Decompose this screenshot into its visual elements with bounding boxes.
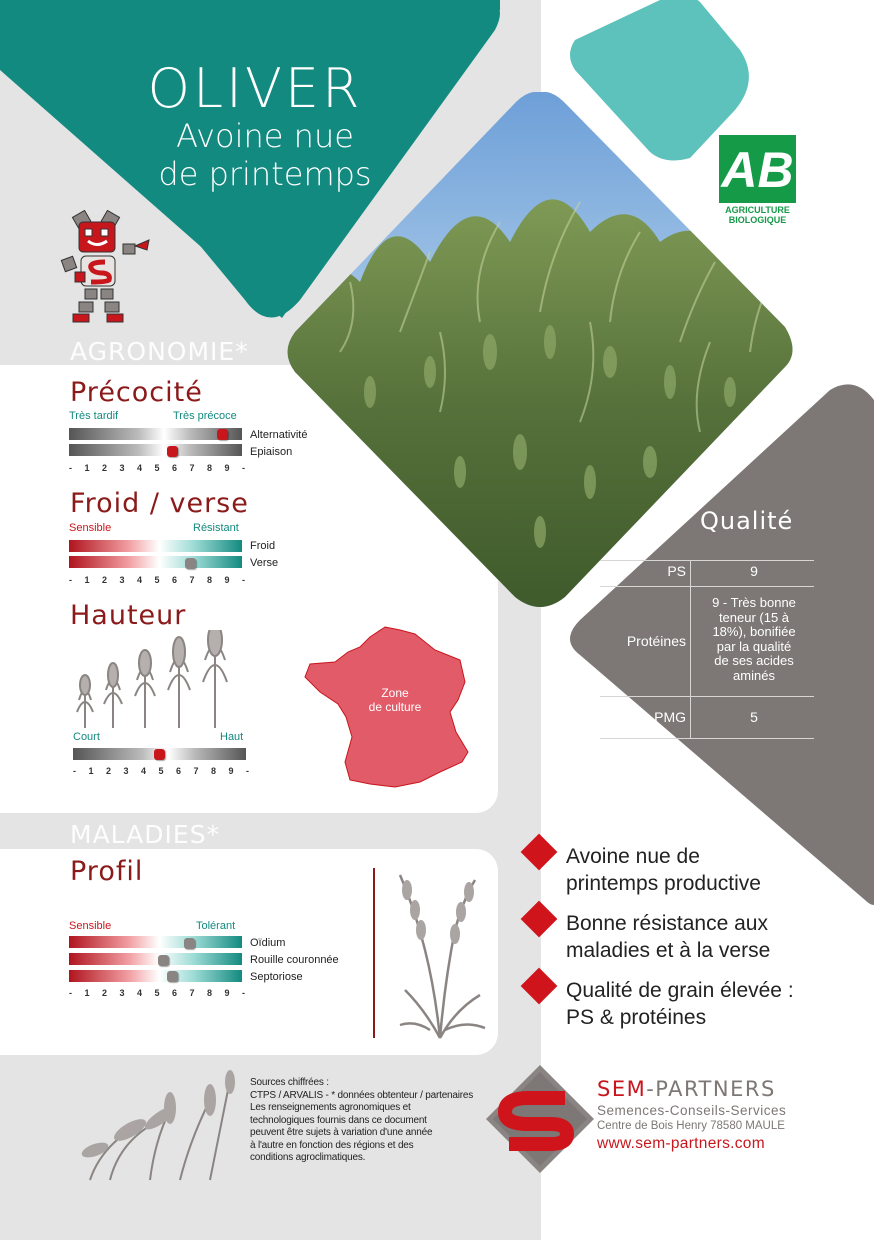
sem-partners-logo-icon [483, 1062, 598, 1177]
profil-title: Profil [70, 856, 144, 887]
tick: 9 [224, 988, 230, 998]
froid-verse-scale-ticks [69, 575, 245, 585]
quality-value-proteines: 9 - Très bonne teneur (15 à 18%), bonifiée par la qualité de ses acides aminés [712, 595, 796, 683]
highlight-line: maladies et à la verse [566, 939, 771, 962]
tick: 8 [206, 575, 212, 585]
profil-bar-1 [69, 936, 242, 948]
tick: 1 [88, 766, 94, 776]
quality-label: PS [667, 563, 686, 579]
quality-value: 5 [750, 709, 758, 725]
organic-logo [719, 135, 796, 228]
organic-logo-line1: AGRICULTURE [725, 205, 790, 215]
tick: 8 [206, 463, 212, 473]
sources-text: Sources chiffrées : CTPS / ARVALIS - * données obtenteur / partenaires Les renseignements agronomiques et technologiques fournis dans ce document peuvent être sujets à variation d'une année à l'autre en fonction des régions et des conditions agroclimatiques. [250, 1077, 474, 1163]
tick: - [69, 463, 72, 473]
tick: 8 [210, 766, 216, 776]
hauteur-right-label: Haut [220, 731, 244, 743]
tick: - [241, 988, 245, 998]
mascot-robot-icon [55, 210, 155, 325]
tick: 4 [140, 766, 146, 776]
highlight-line: printemps productive [566, 872, 761, 895]
tick: - [241, 463, 245, 473]
plant-height-icons [65, 630, 245, 730]
tick: 1 [84, 988, 90, 998]
tick: - [69, 575, 72, 585]
profil-row-label: Septoriose [250, 971, 303, 983]
quality-title: Qualité [700, 507, 794, 535]
tick: 6 [171, 988, 177, 998]
tick: 9 [224, 575, 230, 585]
organic-logo-line2: BIOLOGIQUE [728, 215, 787, 225]
hauteur-scale-ticks [73, 766, 249, 776]
tick: 7 [193, 766, 199, 776]
tick: 4 [136, 575, 142, 585]
tick: 5 [154, 988, 160, 998]
profil-right-label: Tolérant [196, 920, 236, 932]
hauteur-title: Hauteur [70, 600, 187, 631]
map-label-1: Zone [381, 686, 409, 700]
highlight-line: PS & protéines [566, 1006, 707, 1029]
precocite-scale-ticks [69, 463, 245, 473]
agronomie-heading: AGRONOMIE* [70, 337, 249, 366]
froid-verse-title: Froid / verse [70, 488, 249, 519]
tick: 1 [84, 463, 90, 473]
tick: 6 [175, 766, 181, 776]
company-address: Centre de Bois Henry 78580 MAULE [597, 1120, 785, 1132]
profil-marker-rouille [158, 955, 169, 966]
highlight-line: Bonne résistance aux [566, 912, 768, 935]
highlight-line: Qualité de grain élevée : [566, 979, 794, 1002]
tick: 5 [154, 575, 160, 585]
froid-verse-right-label: Résistant [193, 522, 239, 534]
variety-subtitle-2: de printemps [158, 155, 372, 193]
froid-verse-left-label: Sensible [69, 522, 112, 534]
profil-bar-3 [69, 970, 242, 982]
hauteur-left-label: Court [73, 731, 100, 743]
profil-row-label: Rouille couronnée [250, 954, 339, 966]
froid-verse-row-label: Froid [250, 540, 276, 552]
tick: - [69, 988, 72, 998]
tick: 6 [171, 463, 177, 473]
profil-bar-2 [69, 953, 242, 965]
precocite-row-label: Alternativité [250, 429, 308, 441]
tick: 7 [189, 575, 195, 585]
froid-verse-bar-1 [69, 540, 242, 552]
divider [373, 868, 375, 1038]
tick: 5 [158, 766, 164, 776]
map-label-2: de culture [368, 700, 422, 714]
tick: 4 [136, 463, 142, 473]
variety-subtitle-1: Avoine nue [176, 117, 354, 155]
tick: 3 [119, 463, 125, 473]
tick: 4 [136, 988, 142, 998]
quality-value: 9 [750, 563, 758, 579]
tick: 2 [105, 766, 111, 776]
precocite-row-label: Epiaison [250, 446, 293, 458]
variety-name: OLIVER [147, 57, 363, 120]
tick: 3 [119, 575, 125, 585]
tick: - [73, 766, 76, 776]
company-name: SEM-PARTNERS [597, 1077, 776, 1101]
company-tagline: Semences-Conseils-Services [597, 1103, 787, 1118]
cereals-sketch-icon [70, 1070, 245, 1185]
tick: - [241, 575, 245, 585]
profil-row-label: Oïdium [250, 937, 286, 949]
tick: 1 [84, 575, 90, 585]
tick: 2 [101, 575, 107, 585]
tick: 9 [228, 766, 234, 776]
precocite-right-label: Très précoce [173, 410, 237, 422]
froid-verse-bar-2 [69, 556, 242, 568]
profil-left-label: Sensible [69, 920, 112, 932]
maladies-heading: MALADIES* [70, 820, 221, 849]
tick: 6 [171, 575, 177, 585]
froid-verse-row-label: Verse [250, 557, 279, 569]
oat-plant-icon [385, 870, 495, 1040]
tick: - [245, 766, 249, 776]
quality-label: Protéines [626, 633, 686, 649]
hauteur-marker [154, 749, 165, 760]
precocite-left-label: Très tardif [69, 410, 119, 422]
tick: 9 [224, 463, 230, 473]
highlight-line: Avoine nue de [566, 845, 700, 868]
tick: 7 [189, 463, 195, 473]
profil-marker-oidium [184, 938, 195, 949]
tick: 8 [206, 988, 212, 998]
precocite-bar-2 [69, 444, 242, 456]
company-website-link[interactable]: www.sem-partners.com [597, 1135, 765, 1152]
tick: 3 [119, 988, 125, 998]
tick: 2 [101, 988, 107, 998]
tick: 7 [189, 988, 195, 998]
precocite-marker-epiaison [167, 446, 178, 457]
tick: 3 [123, 766, 129, 776]
tick: 2 [101, 463, 107, 473]
profil-scale-ticks [69, 988, 245, 998]
precocite-marker-alternativite [217, 429, 228, 440]
quality-label: PMG [654, 709, 686, 725]
froid-verse-marker-verse [185, 558, 196, 569]
precocite-title: Précocité [70, 377, 203, 408]
organic-logo-letters: AB [719, 135, 796, 203]
tick: 5 [154, 463, 160, 473]
profil-marker-septoriose [167, 971, 178, 982]
